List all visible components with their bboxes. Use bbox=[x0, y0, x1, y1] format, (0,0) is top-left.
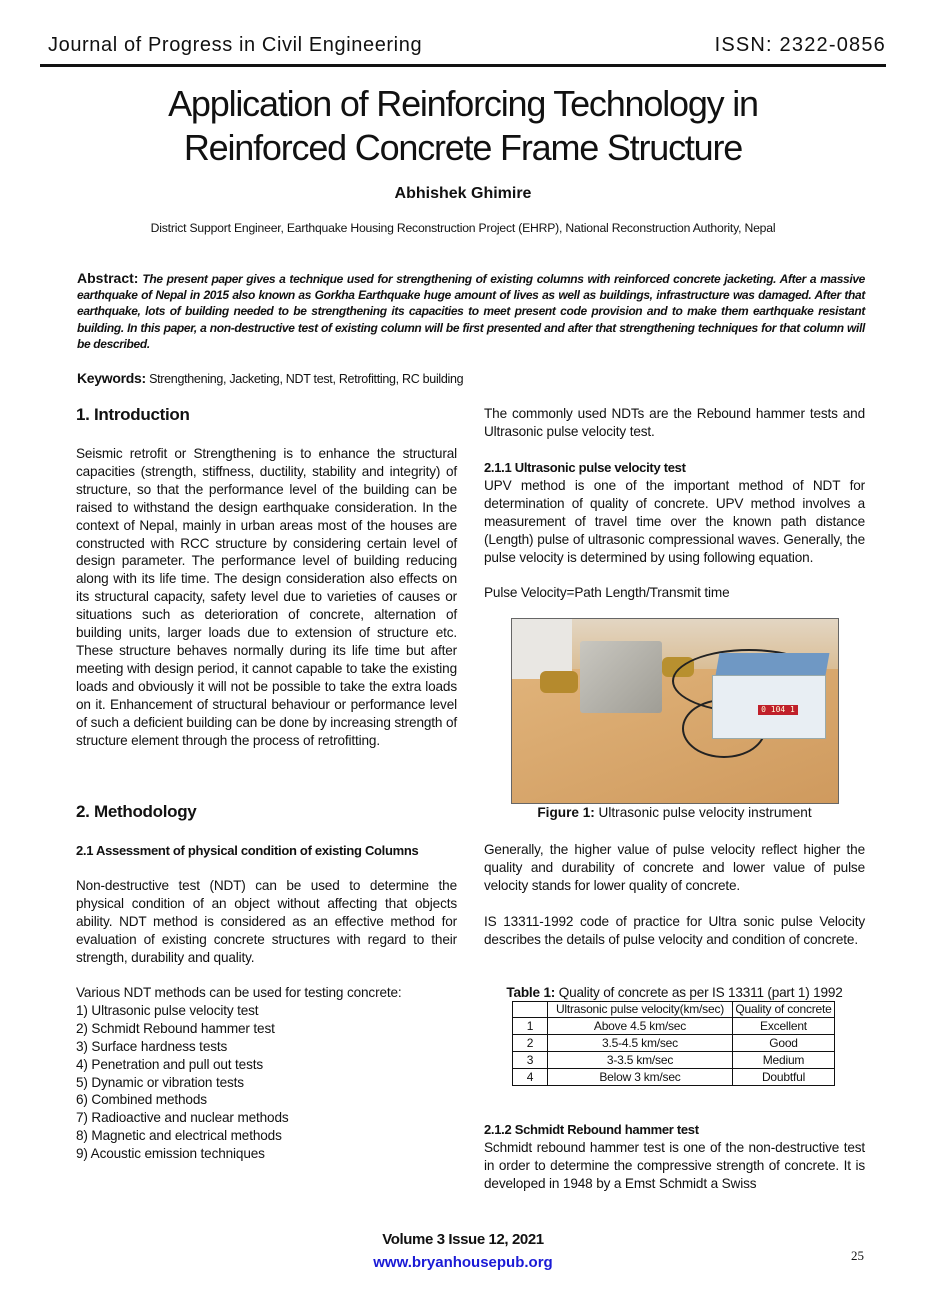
table-cell: Below 3 km/sec bbox=[548, 1069, 733, 1086]
table-header-cell bbox=[513, 1002, 548, 1018]
list-item: 4) Penetration and pull out tests bbox=[76, 1056, 263, 1072]
figure-1-caption bbox=[484, 805, 865, 820]
pulse-velocity-quality-paragraph: Generally, the higher value of pulse velocity reflect higher the quality and durability of concrete and lower value of pulse velocity stands for lower quality of concrete. bbox=[484, 842, 865, 893]
header-divider bbox=[40, 64, 886, 67]
table-cell: Above 4.5 km/sec bbox=[548, 1018, 733, 1035]
subsection-heading-2-1-1: 2.1.1 Ultrasonic pulse velocity test bbox=[484, 460, 686, 475]
abstract bbox=[77, 270, 865, 352]
figure-1-photo bbox=[511, 618, 839, 804]
table-header-row bbox=[513, 1002, 835, 1018]
table-cell: 4 bbox=[513, 1069, 548, 1086]
list-item: 1) Ultrasonic pulse velocity test bbox=[76, 1002, 259, 1018]
volume-issue: Volume 3 Issue 12, 2021 bbox=[382, 1231, 544, 1248]
ndt-methods-list bbox=[76, 1002, 457, 1163]
paper-title bbox=[0, 82, 926, 170]
author-name: Abhishek Ghimire bbox=[394, 185, 532, 202]
keywords bbox=[77, 370, 865, 386]
introduction-paragraph: Seismic retrofit or Strengthening is to enhance the structural capacities (strength, stiffness, ductility, stability and integrity) of structure, so that the performance level of the building can be raised to withstand the design earthquake consideration. In the context of Nepal, mainly in urban areas most of the houses are constructed with RCC structure by considering certain level of design parameter. The performance level of building reducing along with its life time. The design consideration also effects on its structural capacity, safety level due to varieties of causes or situations such as deterioration of concrete, alternation of building units, larger loads due to extension of structure etc. These structure behaves normally during its life time but after meeting with design period, it cannot capable to take the existing loads and obviously it will not be possible to take the extra loads on it. Enhancement of structural behaviour or performance level of such a deficient building can be done by increasing strength of structure element through the process of retrofitting. bbox=[76, 446, 457, 748]
table-row bbox=[513, 1052, 835, 1069]
table-cell: Medium bbox=[733, 1052, 835, 1069]
abstract-text: The present paper gives a technique used for strengthening of existing columns with reinforced concrete jacketing. After a massive earthquake of Nepal in 2015 also known as Gorkha Earthquake huge amount of lives as well as buildings, infrastructure was damaged. After that earthquake, lots of building needed to be strengthening its capacities to meet present code provision and to make them earthquake resistant building. In this paper, a non-destructive test of existing column will be first presented and after that strengthening techniques for that column will be described. bbox=[77, 272, 866, 351]
figure-label: Figure 1: bbox=[537, 805, 595, 820]
author-affiliation: District Support Engineer, Earthquake Housing Reconstruction Project (EHRP), National Reconstruction Authority, Nepal bbox=[150, 221, 776, 235]
upv-display: 0 104 1 bbox=[758, 705, 798, 715]
list-item: 3) Surface hardness tests bbox=[76, 1038, 228, 1054]
ndt-paragraph: Non-destructive test (NDT) can be used to determine the physical condition of an object without affecting that objects ability. NDT method is considered as an effective method for evaluation of existing concrete structures with regard to their strength, durability and quality. bbox=[76, 878, 457, 965]
publisher-website-link[interactable]: www.bryanhousepub.org bbox=[373, 1254, 553, 1271]
subsection-heading-2-1-2: 2.1.2 Schmidt Rebound hammer test bbox=[484, 1122, 699, 1137]
table-cell: Excellent bbox=[733, 1018, 835, 1035]
figure-caption-text: Ultrasonic pulse velocity instrument bbox=[594, 805, 812, 820]
page-number: 25 bbox=[851, 1248, 864, 1263]
journal-name: Journal of Progress in Civil Engineering bbox=[48, 34, 423, 56]
list-item: 6) Combined methods bbox=[76, 1092, 207, 1108]
section-heading-methodology: 2. Methodology bbox=[76, 802, 197, 821]
transducer-image bbox=[540, 671, 578, 693]
title-line-2: Reinforced Concrete Frame Structure bbox=[183, 127, 743, 168]
table-cell: Good bbox=[733, 1035, 835, 1052]
is-code-paragraph: IS 13311-1992 code of practice for Ultra sonic pulse Velocity describes the details of pulse velocity and condition of concrete. bbox=[484, 914, 865, 947]
list-item: 8) Magnetic and electrical methods bbox=[76, 1128, 282, 1144]
concrete-quality-table bbox=[512, 1001, 835, 1086]
keywords-label: Keywords: bbox=[77, 370, 146, 386]
issn: ISSN: 2322-0856 bbox=[714, 34, 886, 56]
ndt-methods-block bbox=[76, 984, 457, 1163]
title-line-1: Application of Reinforcing Technology in bbox=[168, 83, 758, 124]
upv-paragraph: UPV method is one of the important method of NDT for determination of quality of concrete. UPV method involves a measurement of travel time over the known path distance (Length) pulse of ultrasonic compressional waves. Generally, the pulse velocity is determined by using following equation. bbox=[484, 478, 865, 565]
person-arm-image bbox=[512, 619, 572, 679]
concrete-block-image bbox=[580, 641, 662, 713]
table-cell: 3-3.5 km/sec bbox=[548, 1052, 733, 1069]
section-heading-introduction: 1. Introduction bbox=[76, 405, 190, 424]
keywords-text: Strengthening, Jacketing, NDT test, Retrofitting, RC building bbox=[149, 372, 464, 386]
list-item: 2) Schmidt Rebound hammer test bbox=[76, 1020, 275, 1036]
table-row bbox=[513, 1069, 835, 1086]
table-header-cell: Quality of concrete bbox=[733, 1002, 835, 1018]
schmidt-paragraph: Schmidt rebound hammer test is one of the non-destructive test in order to determine the compressive strength of concrete. It is developed in 1948 by a Emst Schmidt a Swiss bbox=[484, 1140, 865, 1191]
table-caption-text: Quality of concrete as per IS 13311 (part 1) 1992 bbox=[555, 985, 843, 1000]
table-cell: Doubtful bbox=[733, 1069, 835, 1086]
list-item: 9) Acoustic emission techniques bbox=[76, 1146, 265, 1162]
subsection-heading-2-1: 2.1 Assessment of physical condition of existing Columns bbox=[76, 843, 419, 858]
table-row bbox=[513, 1035, 835, 1052]
table-cell: 3.5-4.5 km/sec bbox=[548, 1035, 733, 1052]
table-cell: 3 bbox=[513, 1052, 548, 1069]
table-cell: 2 bbox=[513, 1035, 548, 1052]
table-1-caption bbox=[484, 985, 865, 1000]
table-header-cell: Ultrasonic pulse velocity(km/sec) bbox=[548, 1002, 733, 1018]
table-row bbox=[513, 1018, 835, 1035]
ndt-intro: Various NDT methods can be used for testing concrete: bbox=[76, 985, 402, 1000]
table-label: Table 1: bbox=[506, 985, 556, 1000]
list-item: 7) Radioactive and nuclear methods bbox=[76, 1110, 289, 1126]
abstract-label: Abstract: bbox=[77, 270, 139, 286]
pulse-velocity-equation: Pulse Velocity=Path Length/Transmit time bbox=[484, 585, 730, 600]
list-item: 5) Dynamic or vibration tests bbox=[76, 1074, 244, 1090]
table-cell: 1 bbox=[513, 1018, 548, 1035]
common-ndt-paragraph: The commonly used NDTs are the Rebound hammer tests and Ultrasonic pulse velocity test. bbox=[484, 406, 865, 439]
